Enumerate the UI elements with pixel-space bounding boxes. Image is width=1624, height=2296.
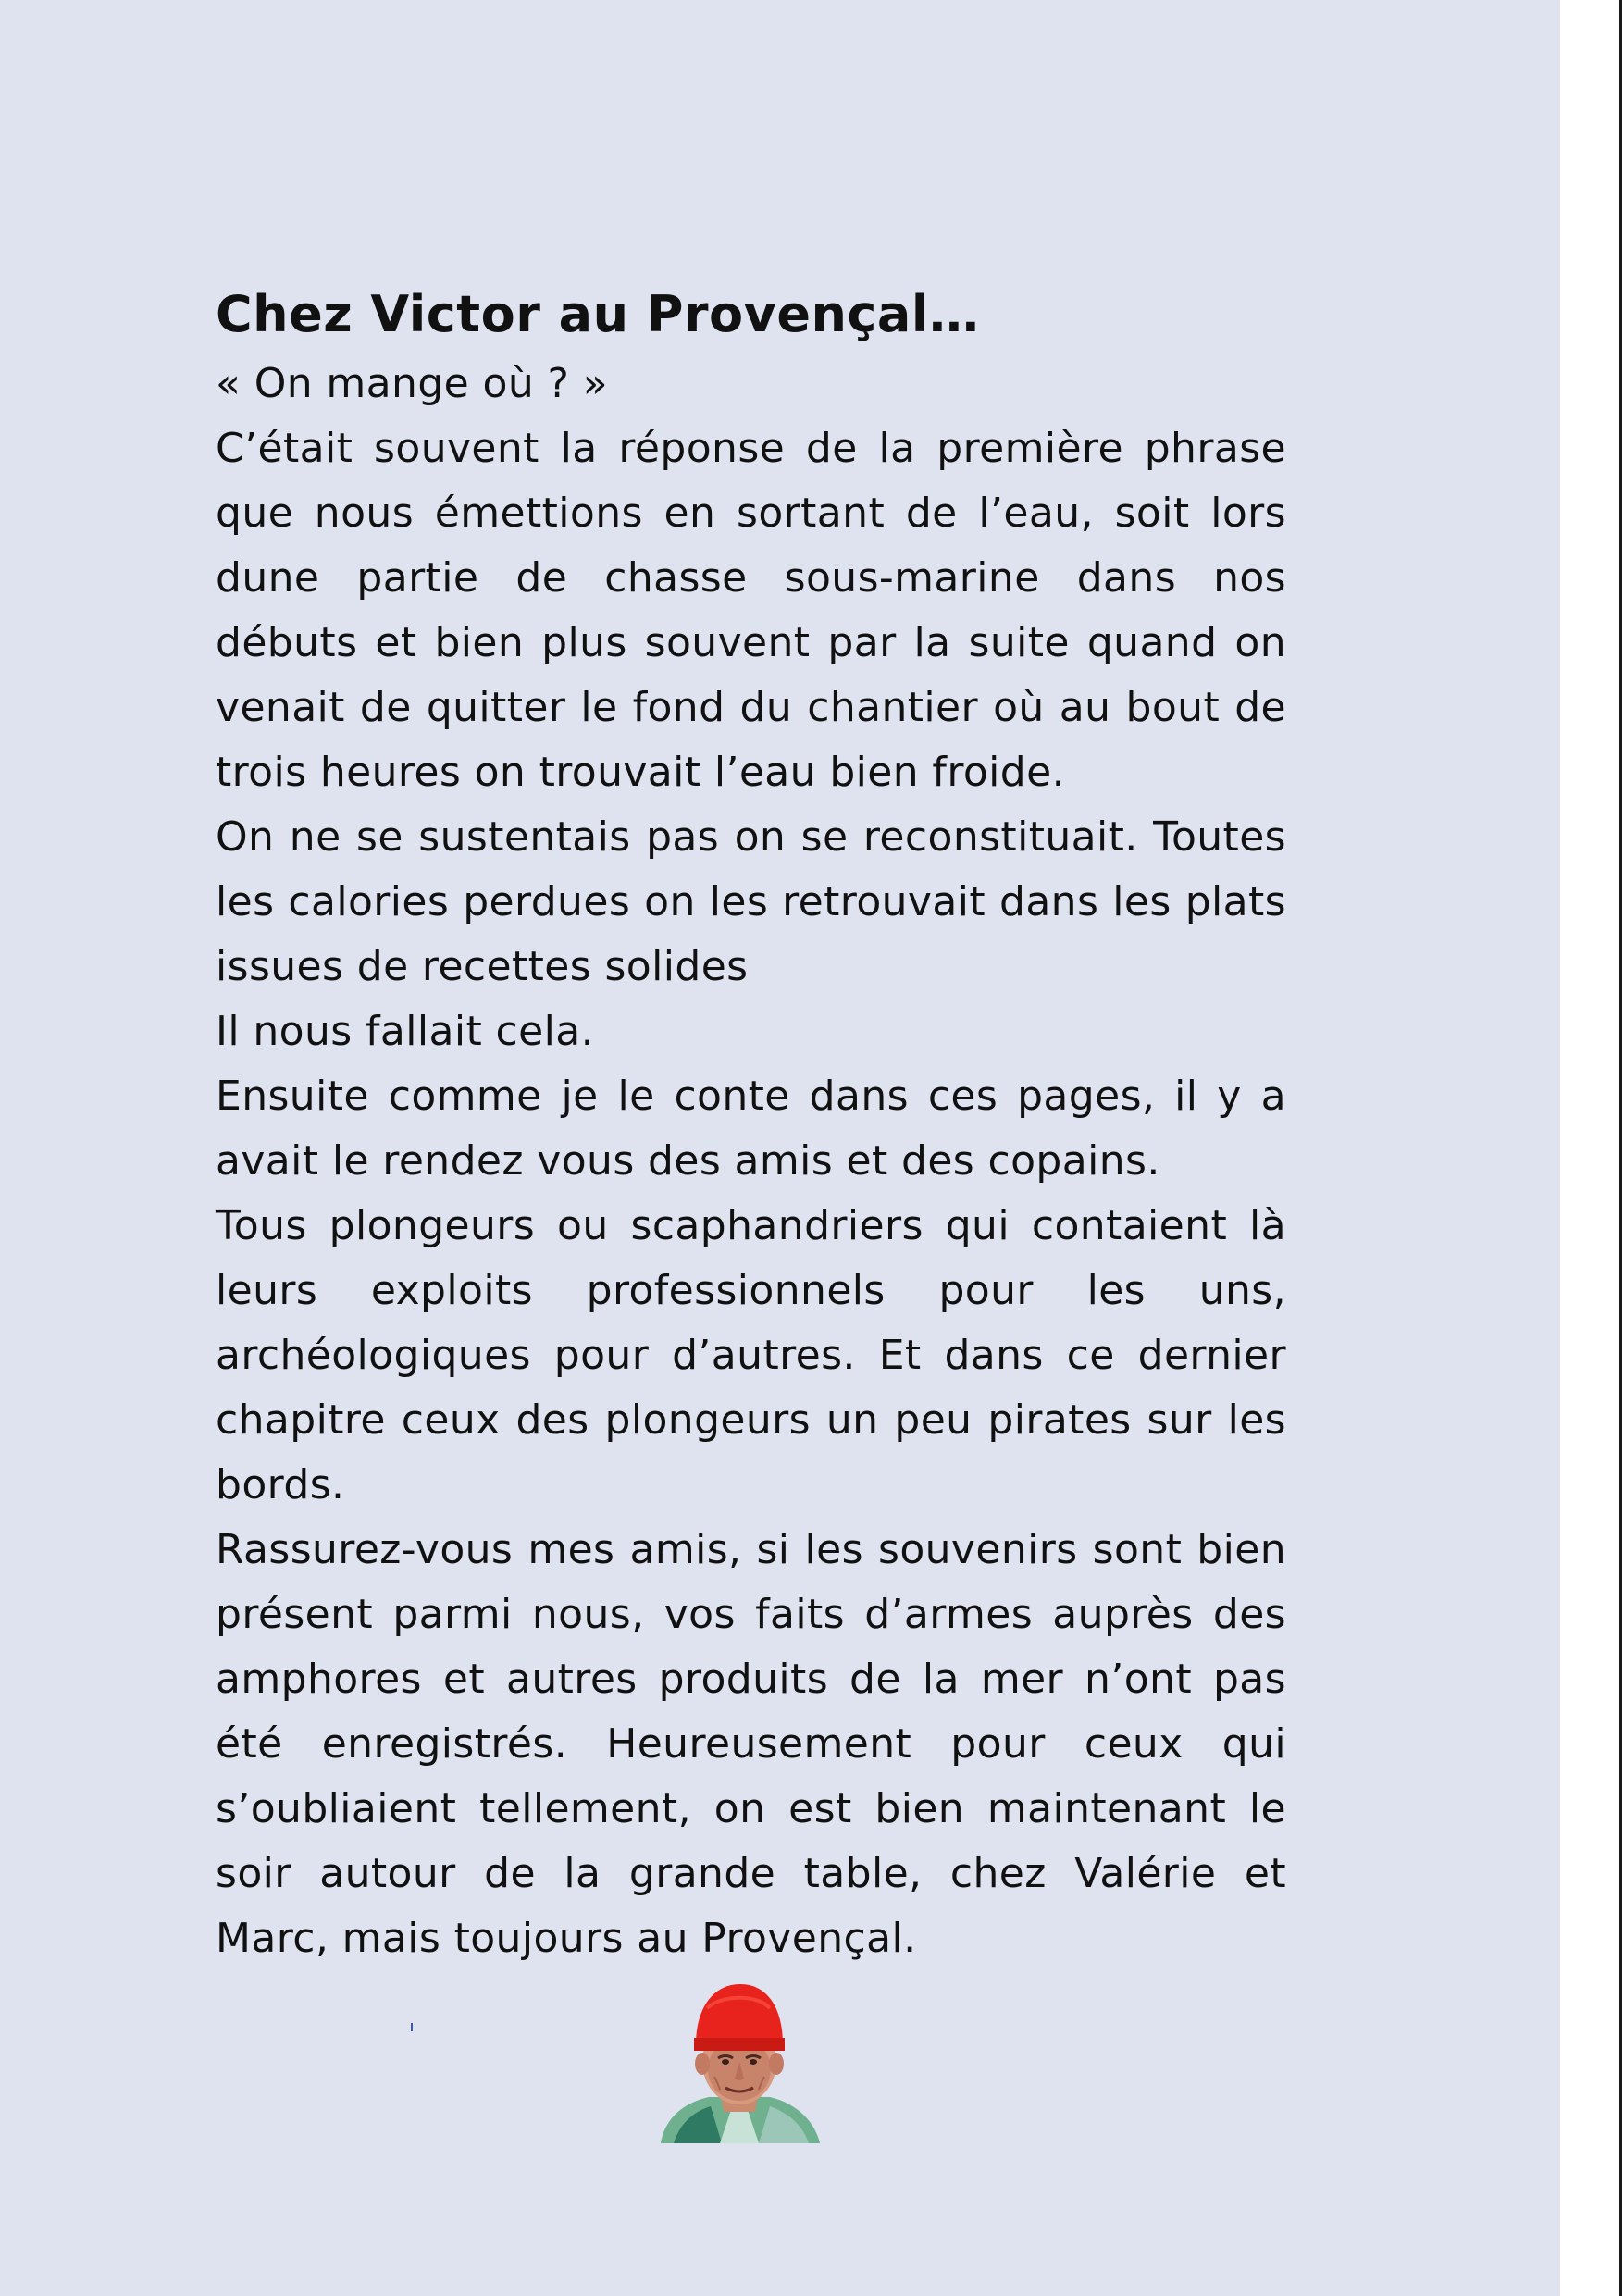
paragraph-4: Ensuite comme je le conte dans ces pages, il y a avait le rendez vous des amis et des copains. [216,1073,1286,1185]
page-edge-line [1619,0,1622,2296]
page-margin [1560,0,1624,2296]
stray-mark [411,2023,413,2031]
document-subtitle: « On mange où ? » [216,360,608,407]
paragraph-6: Rassurez-vous mes amis, si les souvenirs sont bien présent parmi nous, vos faits d’armes auprès des amphores et autres produits de la mer n’ont pas été enregistrés. Heureusement pour ceux qui s’oubliaient tellement, on est bien maintenant le soir autour de la grande table, chez Valérie et Marc, mais toujours au Provençal. [216,1526,1286,1962]
portrait-illustration [655,1980,824,2147]
document-title: Chez Victor au Provençal… [216,285,980,343]
paragraph-5: Tous plongeurs ou scaphandriers qui contaient là leurs exploits professionnels pour les uns, archéologiques pour d’autres. Et dans ce dernier chapitre ceux des plongeurs un peu pirates sur les bords. [216,1202,1286,1508]
paragraph-2: On ne se sustentais pas on se reconstituait. Toutes les calories perdues on les retrouvait dans les plats issues de recettes solides [216,813,1286,990]
paragraph-3: Il nous fallait cela. [216,1008,594,1055]
document-body [216,278,1286,1971]
paragraph-1: C’était souvent la réponse de la première phrase que nous émettions en sortant de l’eau, soit lors dune partie de chasse sous-marine dans nos débuts et bien plus souvent par la suite quand on venait de quitter le fond du chantier où au bout de trois heures on trouvait l’eau bien froide. [216,425,1286,796]
